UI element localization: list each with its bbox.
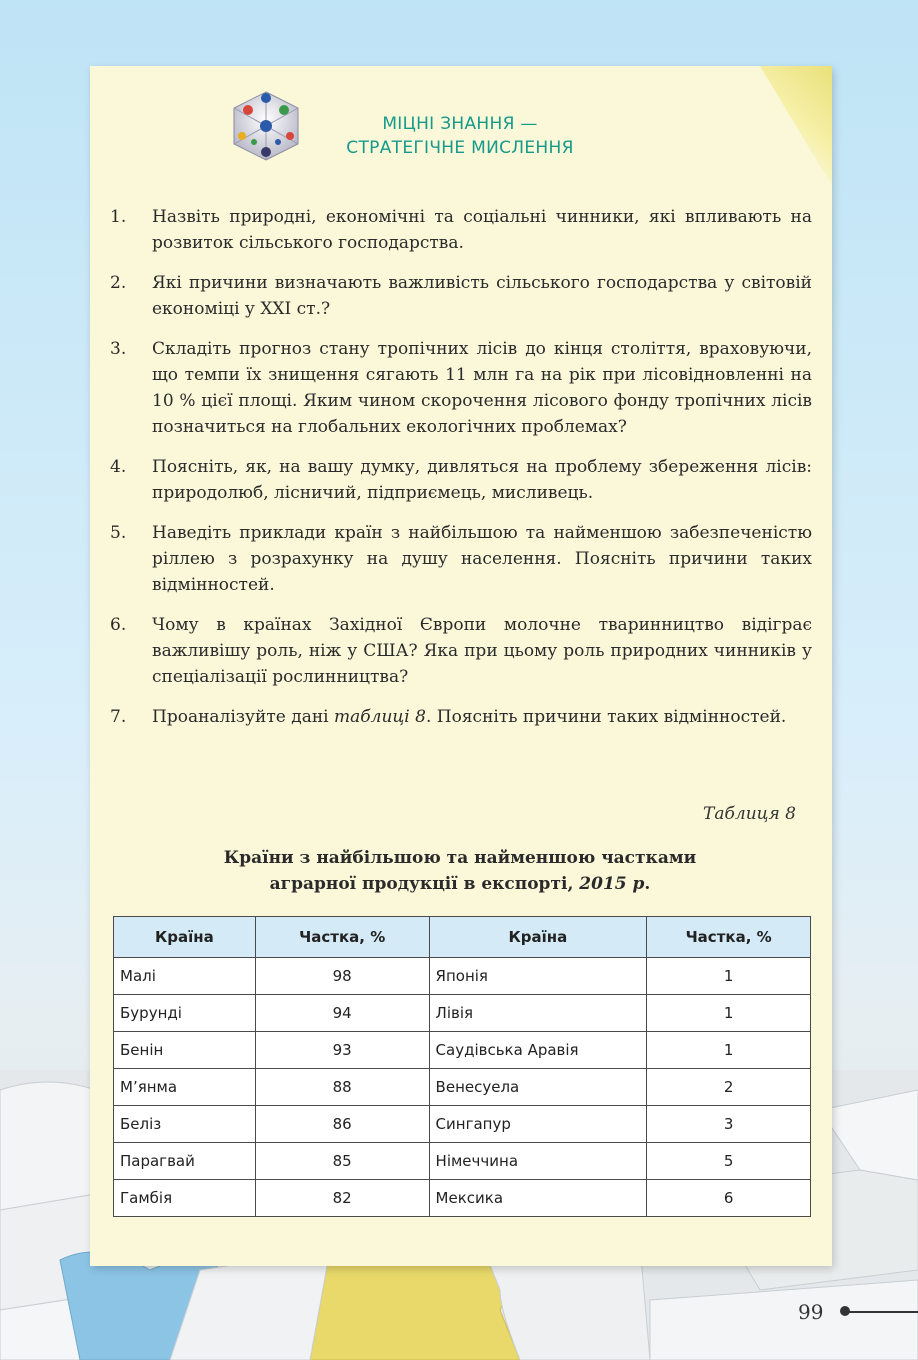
country-cell: Бурунді	[114, 995, 256, 1032]
question-number: 3.	[110, 339, 127, 359]
question-item	[110, 204, 812, 256]
table-reference: таблиці 8	[334, 707, 426, 727]
table-title	[140, 845, 780, 897]
table-title-year: 2015 р	[579, 874, 645, 894]
country-cell: Сингапур	[429, 1106, 647, 1143]
question-number: 2.	[110, 273, 127, 293]
question-text: Поясніть, як, на вашу думку, дивляться на проблему збереження лісів: природолюб, лісничий, підприємець, мисливець.	[152, 457, 812, 503]
section-title-line1: МІЦНІ ЗНАННЯ —	[382, 114, 538, 134]
share-cell: 3	[647, 1106, 811, 1143]
question-item	[110, 336, 812, 440]
table-caption: Таблиця 8	[703, 804, 796, 824]
share-cell: 1	[647, 995, 811, 1032]
country-cell: М’янма	[114, 1069, 256, 1106]
question-text: Чому в країнах Західної Європи молочне тваринництво відіграє важливішу роль, ніж у США? Яка при цьому роль природних чинників у спеціалізації рослинництва?	[152, 615, 812, 687]
country-cell: Бенін	[114, 1032, 256, 1069]
question-number: 4.	[110, 457, 127, 477]
table-row	[114, 1106, 811, 1143]
country-cell: Парагвай	[114, 1143, 256, 1180]
share-cell: 93	[255, 1032, 429, 1069]
table-row	[114, 1069, 811, 1106]
question-text: Назвіть природні, економічні та соціальні чинники, які впливають на розвиток сільського господарства.	[152, 207, 812, 253]
header-country-1: Країна	[114, 917, 256, 958]
country-cell: Японія	[429, 958, 647, 995]
question-number: 6.	[110, 615, 127, 635]
question-number: 1.	[110, 207, 127, 227]
country-cell: Саудівська Аравія	[429, 1032, 647, 1069]
section-title-line2: СТРАТЕГІЧНЕ МИСЛЕННЯ	[346, 138, 574, 158]
table-title-text: аграрної продукції в експорті,	[269, 874, 580, 894]
country-cell: Мексика	[429, 1180, 647, 1217]
share-cell: 5	[647, 1143, 811, 1180]
question-text: Наведіть приклади країн з найбільшою та найменшою забезпеченістю ріллею з розрахунку на душу населення. Поясніть причини таких відмінностей.	[152, 523, 812, 595]
share-cell: 86	[255, 1106, 429, 1143]
question-number: 5.	[110, 523, 127, 543]
country-cell: Венесуела	[429, 1069, 647, 1106]
share-cell: 88	[255, 1069, 429, 1106]
table-row	[114, 995, 811, 1032]
page-number: 99	[798, 1300, 824, 1324]
questions-list	[110, 204, 812, 744]
table-row	[114, 958, 811, 995]
country-cell: Беліз	[114, 1106, 256, 1143]
question-item	[110, 704, 812, 730]
country-cell: Німеччина	[429, 1143, 647, 1180]
export-share-table	[113, 916, 811, 1217]
share-cell: 1	[647, 958, 811, 995]
question-text: Складіть прогноз стану тропічних лісів до кінця століття, враховуючи, що темпи їх знищення сягають 11 млн га на рік при лісовідновленні на 10 % цієї площі. Яким чином скорочення лісового фонду тропічних лісів позначиться на глобальних екологічних проблемах?	[152, 339, 812, 437]
question-number: 7.	[110, 707, 127, 727]
country-cell: Малі	[114, 958, 256, 995]
header-share-2: Частка, %	[647, 917, 811, 958]
cube-network-icon	[228, 88, 304, 164]
country-cell: Лівія	[429, 995, 647, 1032]
header-share-1: Частка, %	[255, 917, 429, 958]
share-cell: 85	[255, 1143, 429, 1180]
table-row	[114, 1143, 811, 1180]
table-title-end: .	[644, 874, 651, 894]
question-text: Які причини визначають важливість сільського господарства у світовій економіці у XXI ст.?	[152, 273, 812, 319]
share-cell: 2	[647, 1069, 811, 1106]
question-item	[110, 454, 812, 506]
question-item	[110, 270, 812, 322]
share-cell: 82	[255, 1180, 429, 1217]
country-cell: Гамбія	[114, 1180, 256, 1217]
header-country-2: Країна	[429, 917, 647, 958]
share-cell: 94	[255, 995, 429, 1032]
table-row	[114, 1032, 811, 1069]
table-title-line2	[140, 871, 780, 897]
question-text	[152, 704, 812, 730]
question-text-start: Проаналізуйте дані	[152, 707, 335, 727]
section-title	[300, 112, 620, 160]
question-item	[110, 520, 812, 598]
page-number-rule	[842, 1311, 918, 1313]
table-title-line1: Країни з найбільшою та найменшою частками	[223, 848, 697, 868]
share-cell: 1	[647, 1032, 811, 1069]
question-item	[110, 612, 812, 690]
share-cell: 98	[255, 958, 429, 995]
share-cell: 6	[647, 1180, 811, 1217]
table-row	[114, 1180, 811, 1217]
table-header-row	[114, 917, 811, 958]
question-text-end: . Поясніть причини таких відмінностей.	[425, 707, 787, 727]
